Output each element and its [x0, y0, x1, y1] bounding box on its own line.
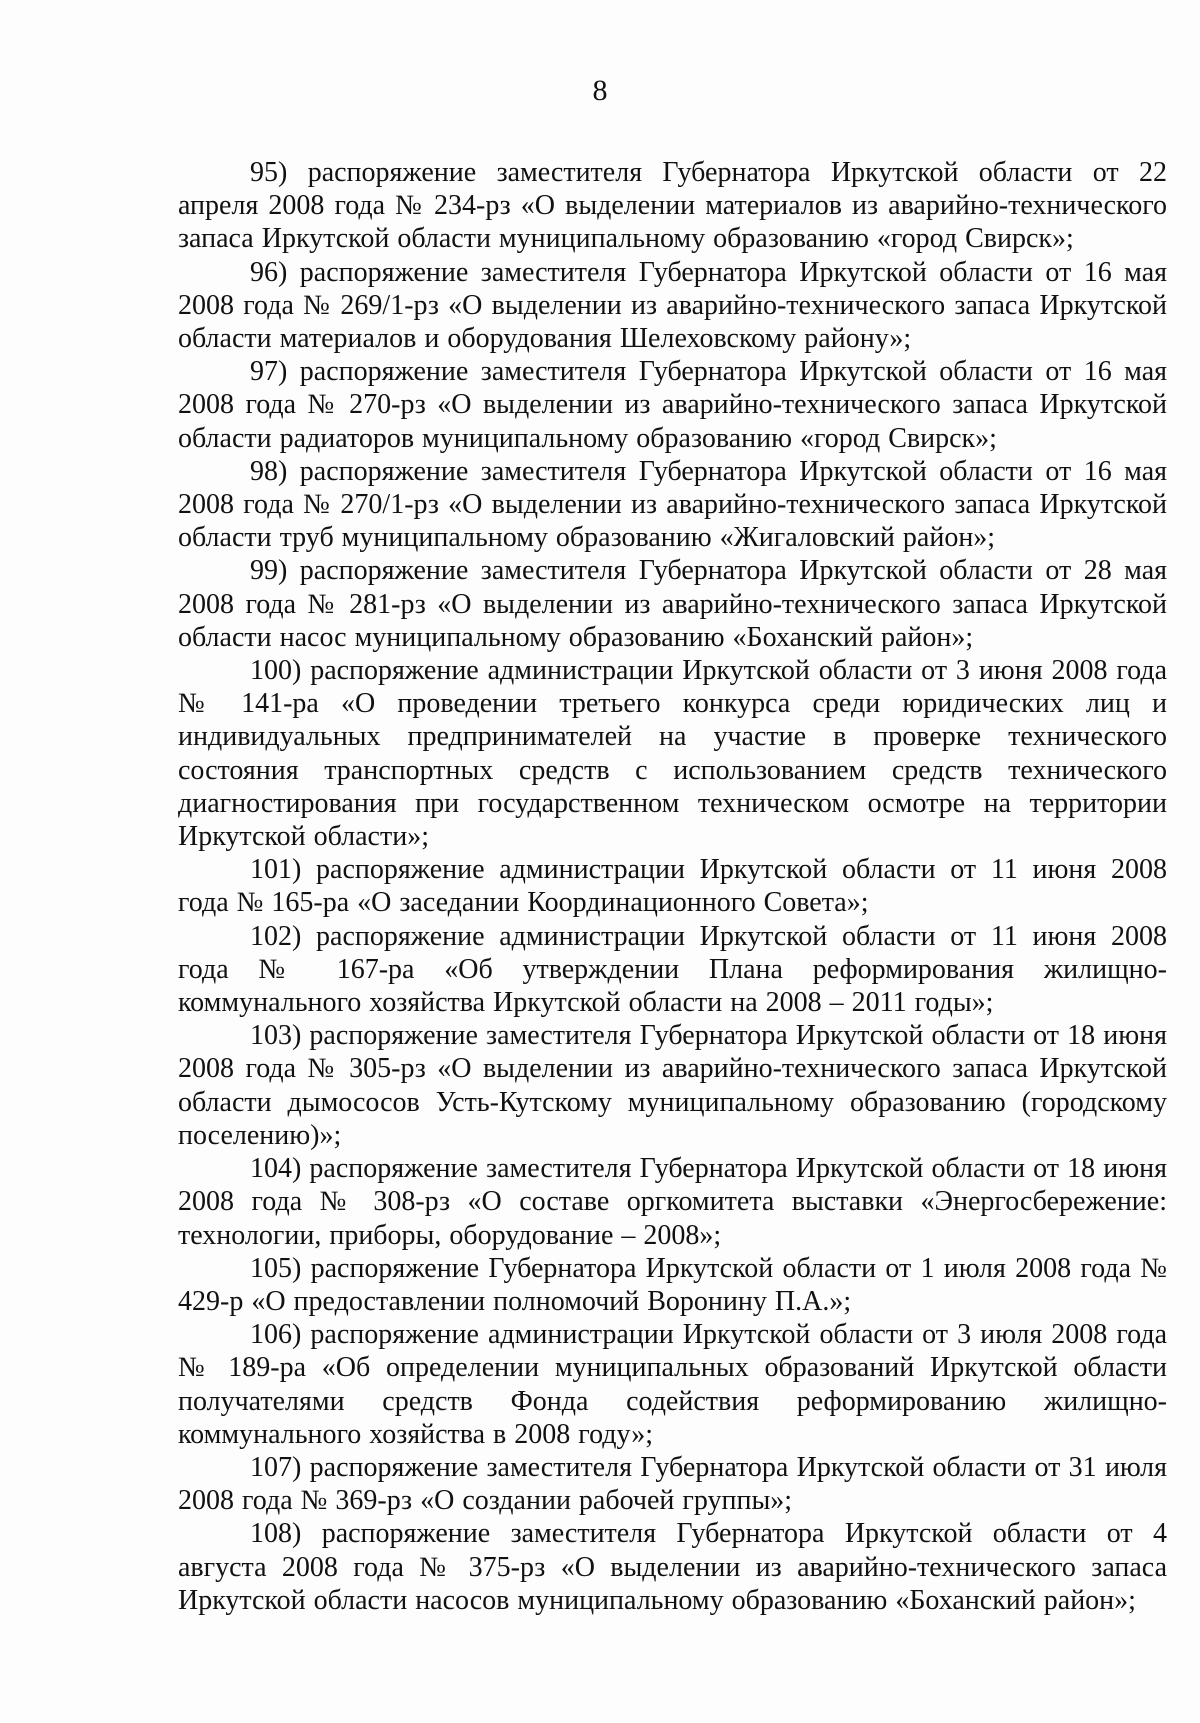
list-item: 102) распоряжение администрации Иркутской области от 11 июня 2008 года № 167-ра «Об утверждении Плана реформирования жилищно-коммунального хозяйства Иркутской области на 2008 – 2011 годы»;	[178, 920, 1167, 1019]
list-item: 103) распоряжение заместителя Губернатора Иркутской области от 18 июня 2008 года № 305-рз «О выделении из аварийно-технического запаса Иркутской области дымососов Усть-Кутскому муниципальному образованию (городскому поселению)»;	[178, 1020, 1167, 1151]
list-item: 105) распоряжение Губернатора Иркутской области от 1 июля 2008 года № 429-р «О предоставлении полномочий Воронину П.А.»;	[178, 1252, 1167, 1317]
list-item: 100) распоряжение администрации Иркутской области от 3 июня 2008 года № 141-ра «О проведении третьего конкурса среди юридических лиц и индивидуальных предпринимателей на участие в проверке технического состояния транспортных средств с использованием средств технического диагностирования при государственном техническом осмотре на территории Иркутской области»;	[178, 655, 1167, 853]
list-item: 106) распоряжение администрации Иркутской области от 3 июля 2008 года № 189-ра «Об определении муниципальных образований Иркутской области получателями средств Фонда содействия реформированию жилищно-коммунального хозяйства в 2008 году»;	[178, 1319, 1167, 1450]
list-item: 95) распоряжение заместителя Губернатора Иркутской области от 22 апреля 2008 года № 234-рз «О выделении материалов из аварийно-технического запаса Иркутской области муниципальному образованию «город Свирск»;	[178, 157, 1167, 255]
list-item: 104) распоряжение заместителя Губернатора Иркутской области от 18 июня 2008 года № 308-рз «О составе оргкомитета выставки «Энергосбережение: технологии, приборы, оборудование – 2008»;	[178, 1153, 1167, 1251]
page-number: 8	[592, 74, 608, 107]
decree-list	[178, 156, 1167, 1617]
list-item: 101) распоряжение администрации Иркутской области от 11 июня 2008 года № 165-ра «О заседании Координационного Совета»;	[178, 854, 1167, 919]
list-item: 98) распоряжение заместителя Губернатора Иркутской области от 16 мая 2008 года № 270/1-рз «О выделении из аварийно-технического запаса Иркутской области труб муниципальному образованию «Жигаловский район»;	[178, 455, 1167, 554]
list-item: 107) распоряжение заместителя Губернатора Иркутской области от 31 июля 2008 года № 369-рз «О создании рабочей группы»;	[178, 1451, 1167, 1517]
list-item: 97) распоряжение заместителя Губернатора Иркутской области от 16 мая 2008 года № 270-рз «О выделении из аварийно-технического запаса Иркутской области радиаторов муниципальному образованию «город Свирск»;	[178, 356, 1167, 454]
list-item: 96) распоряжение заместителя Губернатора Иркутской области от 16 мая 2008 года № 269/1-рз «О выделении из аварийно-технического запаса Иркутской области материалов и оборудования Шелеховскому району»;	[178, 256, 1167, 355]
list-item: 108) распоряжение заместителя Губернатора Иркутской области от 4 августа 2008 года № 375-рз «О выделении из аварийно-технического запаса Иркутской области насосов муниципальному образованию «Боханский район»;	[178, 1518, 1167, 1616]
list-item: 99) распоряжение заместителя Губернатора Иркутской области от 28 мая 2008 года № 281-рз «О выделении из аварийно-технического запаса Иркутской области насос муниципальному образованию «Боханский район»;	[178, 555, 1167, 653]
